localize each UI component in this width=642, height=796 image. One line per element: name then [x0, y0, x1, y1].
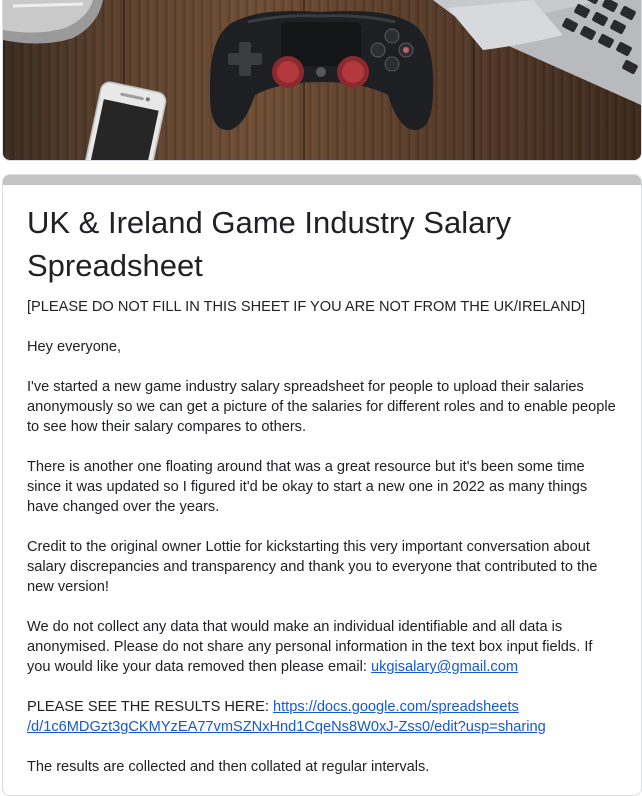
- results-label: PLEASE SEE THE RESULTS HERE:: [27, 699, 274, 715]
- header-banner-image: [2, 0, 642, 161]
- email-link[interactable]: ukgisalary@gmail.com: [370, 659, 518, 675]
- intro-paragraph: I've started a new game industry salary spreadsheet for people to upload their salaries anonymously so we can get a picture of the salaries for different roles and to enable people to see how their salary compares to others.: [27, 379, 616, 435]
- results-link-line1: https://docs.google.com/spreadsheets: [273, 699, 519, 715]
- privacy-text: We do not collect any data that would make an individual identifiable and all data is anonymised. Please do not share any personal information in the text box input fields. If you would like your data removed then please email:: [27, 619, 593, 675]
- credit-paragraph: Credit to the original owner Lottie for kickstarting this very important conversation about salary discrepancies and transparency and thank you to everyone that contributed to the new version!: [27, 539, 598, 595]
- silver-object-icon: [3, 0, 103, 44]
- banner-illustration: [3, 0, 641, 160]
- form-title: UK & Ireland Game Industry Salary Spreadsheet: [27, 205, 512, 283]
- results-link-line2: /d/1c6MDGzt3gCKMYzEA77vmSZNxHnd1CqeNs8W0xJ-Zss0/edit?usp=sharing: [27, 719, 546, 735]
- form-accent-bar: [3, 175, 641, 185]
- smartphone-icon: [84, 81, 168, 160]
- results-paragraph: [27, 697, 617, 737]
- game-controller-icon: [210, 11, 433, 130]
- form-description: [27, 297, 617, 777]
- privacy-paragraph: [27, 617, 617, 677]
- collection-paragraph: The results are collected and then collated at regular intervals.: [27, 759, 430, 775]
- previous-sheet-paragraph: There is another one floating around that was a great resource but it's been some time since it was updated so I figured it'd be okay to start a new one in 2022 as many things have changed over the years.: [27, 459, 588, 515]
- notice-text: [PLEASE DO NOT FILL IN THIS SHEET IF YOU ARE NOT FROM THE UK/IRELAND]: [27, 299, 586, 315]
- form-header-card: [2, 174, 642, 796]
- greeting-text: Hey everyone,: [27, 339, 122, 355]
- laptop-icon: [433, 0, 641, 105]
